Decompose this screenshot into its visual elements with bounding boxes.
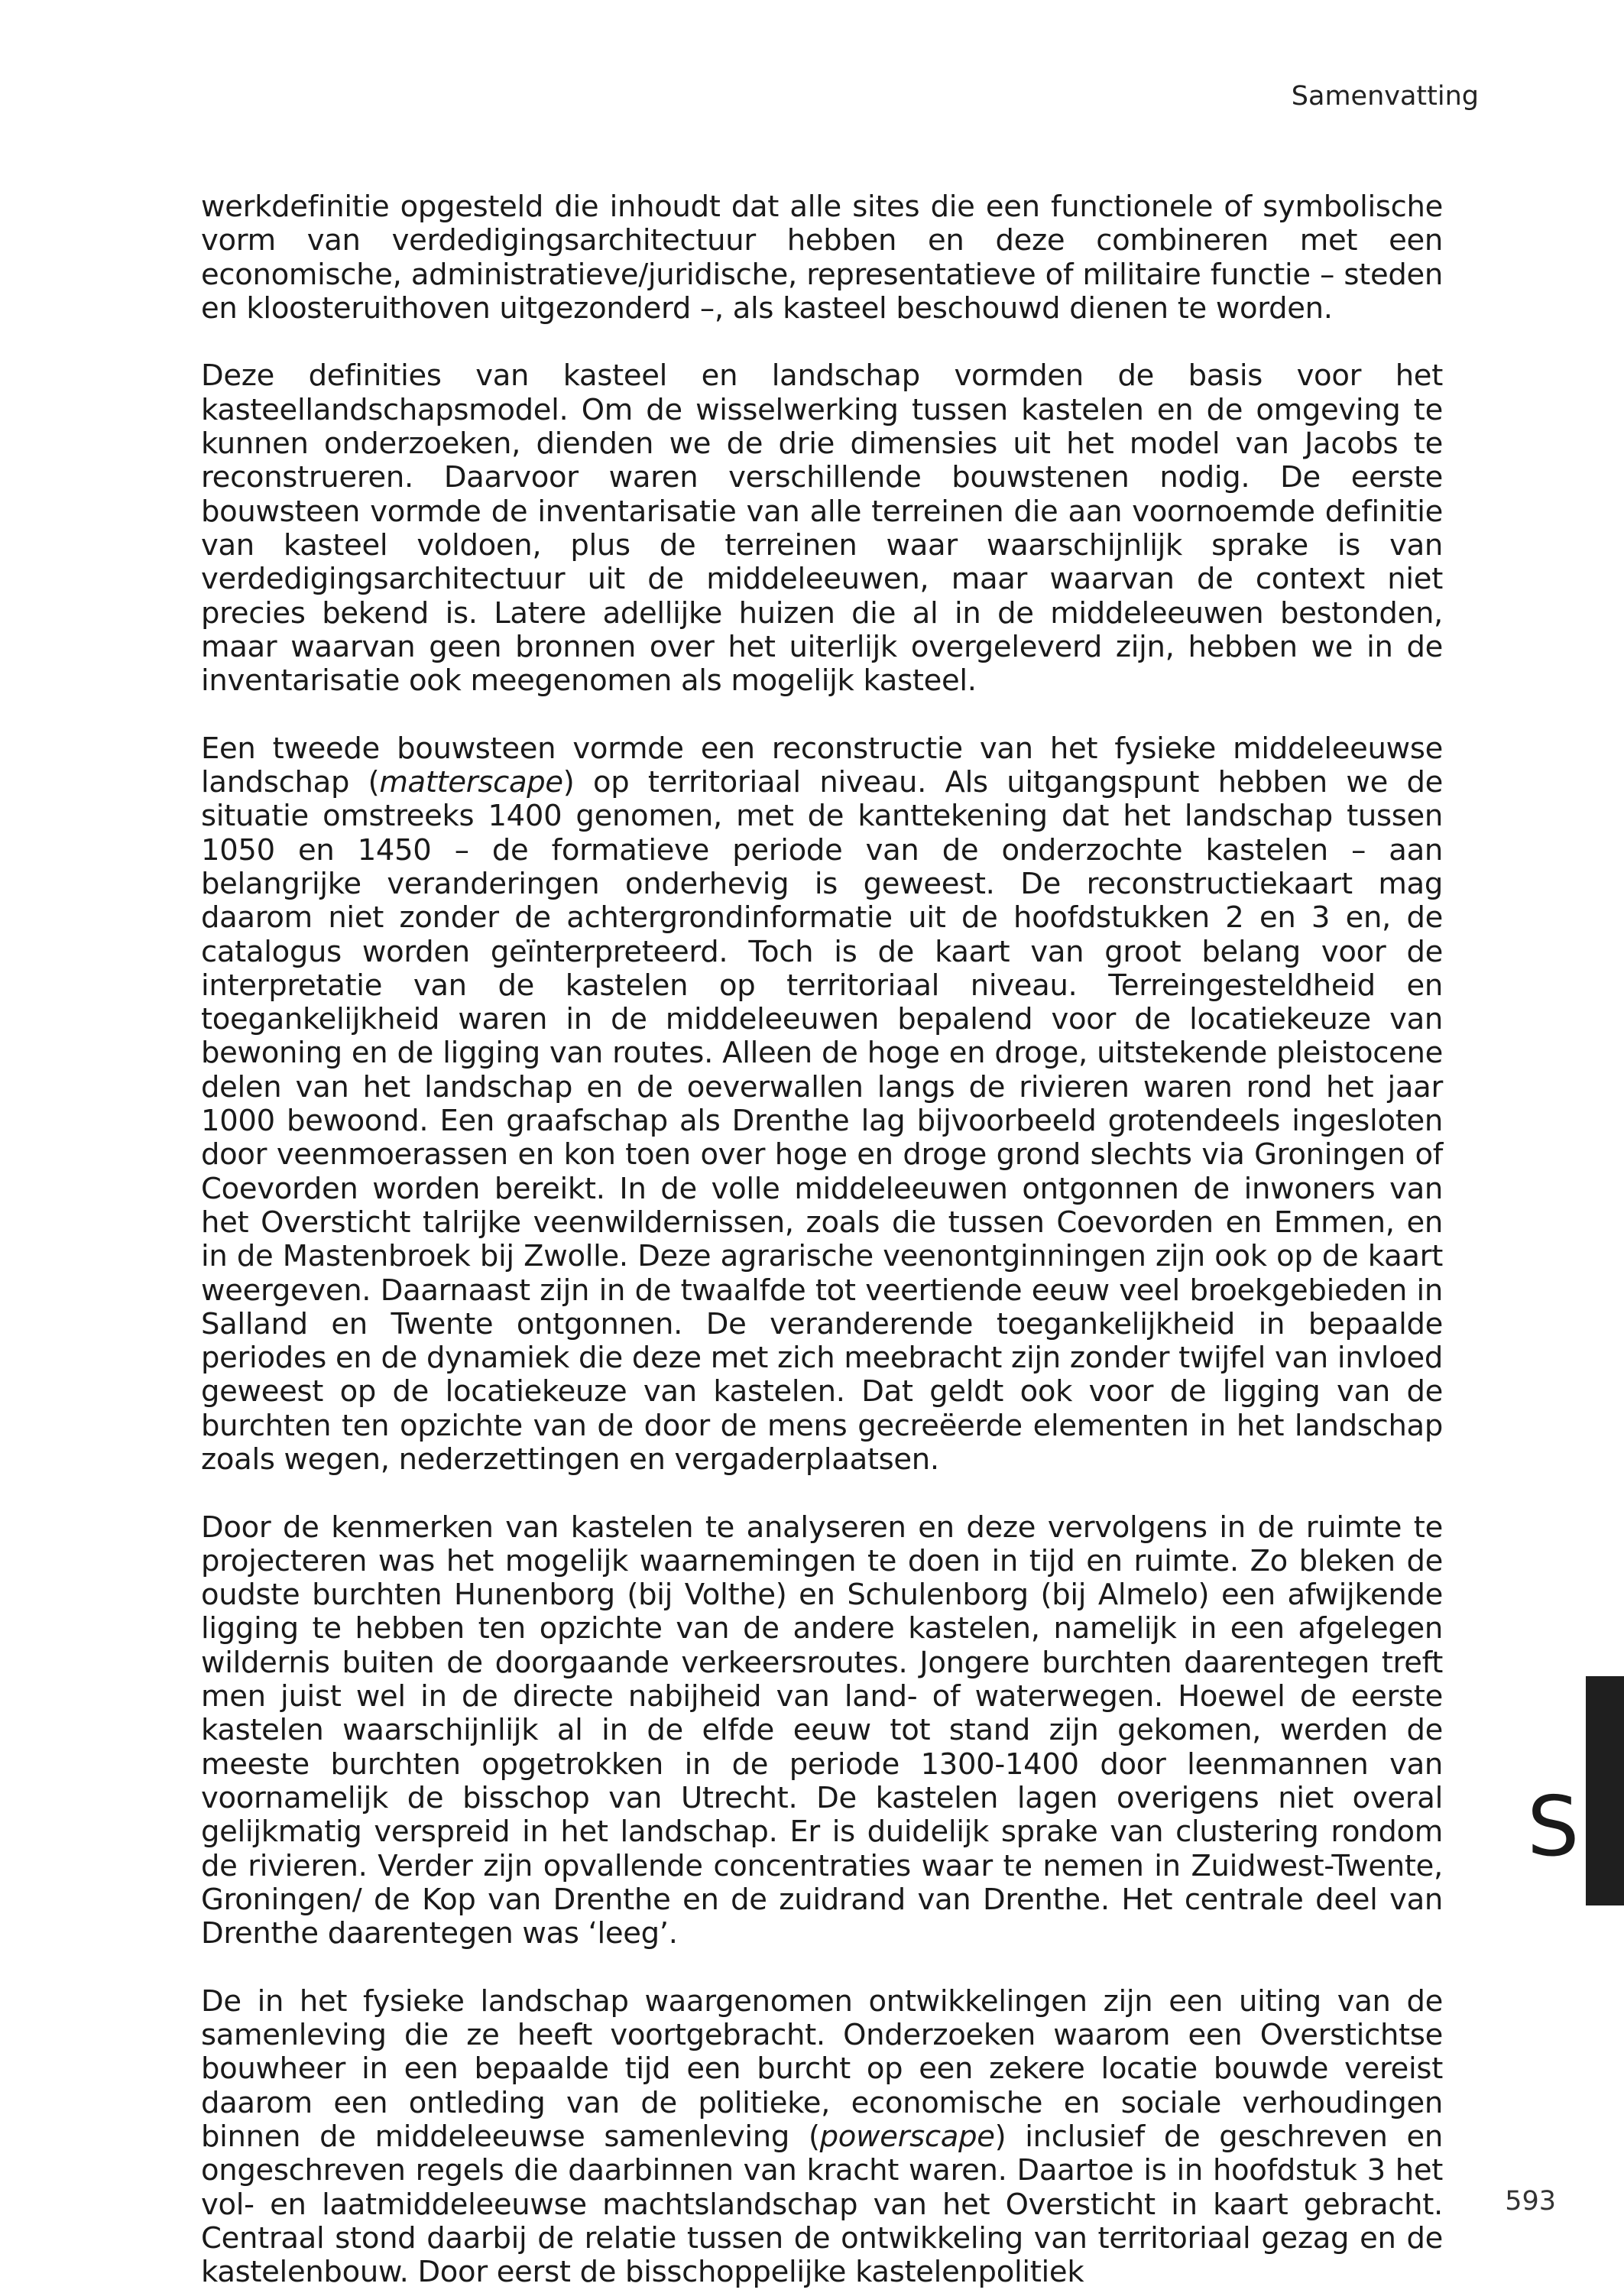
paragraph-matterscape bbox=[201, 732, 1443, 1477]
body-text bbox=[201, 190, 1443, 2289]
paragraph-text: De in het fysieke landschap waargenomen ontwikkelingen zijn een uiting van de samenleving die ze heeft voortgebracht. Onderzoeken waarom een Overstichtse bouwheer in een bepaalde tijd een burcht op een zekere locatie bouwde vereist daarom een ontleding van de politieke, economische en sociale verhoudingen binnen de middeleeuwse samenleving ( bbox=[201, 1983, 1443, 2154]
paragraph-analysis: Door de kenmerken van kastelen te analyseren en deze vervolgens in de ruimte te projecteren was het mogelijk waarnemingen te doen in tijd en ruimte. Zo bleken de oudste burchten Hunenborg (bij Volthe) en Schulenborg (bij Almelo) een afwijkende ligging te hebben ten opzichte van de andere kastelen, namelijk in een afgelegen wildernis buiten de doorgaande verkeersroutes. Jongere burchten daarentegen treft men juist wel in de directe nabijheid van land- of waterwegen. Hoewel de eerste kastelen waarschijnlijk al in de elfde eeuw tot stand zijn gekomen, werden de meeste burchten opgetrokken in de periode 1300-1400 door leenmannen van voornamelijk de bisschop van Utrecht. De kastelen lagen overigens niet overal gelijkmatig verspreid in het landschap. Er is duidelijk sprake van clustering rondom de rivieren. Verder zijn opvallende concentraties waar te nemen in Zuidwest-Twente, Groningen/ de Kop van Drenthe en de zuidrand van Drenthe. Het centrale deel van Drenthe daarentegen was ‘leeg’. bbox=[201, 1510, 1443, 1951]
italic-term: matterscape bbox=[379, 765, 563, 800]
paragraph-definition: werkdefinitie opgesteld die inhoudt dat alle sites die een functionele of symbolische vorm van verdedigingsarchitectuur hebben en deze combineren met een economische, administratieve/juridische, representatieve of militaire functie – steden en kloosteruithoven uitgezonderd –, als kasteel beschouwd dienen te worden. bbox=[201, 190, 1443, 326]
page-number: 593 bbox=[1505, 2186, 1556, 2217]
section-letter: S bbox=[1527, 1779, 1580, 1875]
paragraph-model: Deze definities van kasteel en landschap vormden de basis voor het kasteellandschapsmodel. Om de wisselwerking tussen kastelen en de omgeving te kunnen onderzoeken, dienden we de drie dimensies uit het model van Jacobs te reconstrueren. Daarvoor waren verschillende bouwstenen nodig. De eerste bouwsteen vormde de inventarisatie van alle terreinen die aan voornoemde definitie van kasteel voldoen, plus de terreinen waar waarschijnlijk sprake is van verdedigingsarchitectuur uit de middeleeuwen, maar waarvan de context niet precies bekend is. Latere adellijke huizen die al in de middeleeuwen bestonden, maar waarvan geen bronnen over het uiterlijk overgeleverd zijn, hebben we in de inventarisatie ook meegenomen als mogelijk kasteel. bbox=[201, 358, 1443, 699]
section-thumb-tab bbox=[1586, 1676, 1624, 1905]
paragraph-powerscape bbox=[201, 1985, 1443, 2290]
paragraph-text: ) inclusief de geschreven en ongeschreven regels die daarbinnen van kracht waren. Daartoe is in hoofdstuk 3 het vol- en laatmiddeleeuwse machtslandschap van het Oversticht in kaart gebracht. Centraal stond daarbij de relatie tussen de ontwikkeling van territoriaal gezag en de kastelenbouw. Door eerst de bisschoppelijke kastelenpolitiek bbox=[201, 2119, 1443, 2290]
running-header: Samenvatting bbox=[1291, 81, 1479, 112]
italic-term: powerscape bbox=[819, 2119, 995, 2154]
paragraph-text: ) op territoriaal niveau. Als uitgangspunt hebben we de situatie omstreeks 1400 genomen, met de kanttekening dat het landschap tussen 1050 en 1450 – de formatieve periode van de onderzochte kastelen – aan belangrijke veranderingen onderhevig is geweest. De reconstructiekaart mag daarom niet zonder de achtergrondinformatie uit de hoofdstukken 2 en 3 en, de catalogus worden geïnterpreteerd. Toch is de kaart van groot belang voor de interpretatie van de kastelen op territoriaal niveau. Terreingesteldheid en toegankelijkheid waren in de middeleeuwen bepalend voor de locatiekeuze van bewoning en de ligging van routes. Alleen de hoge en droge, uitstekende pleistocene delen van het landschap en de oeverwallen langs de rivieren waren rond het jaar 1000 bewoond. Een graafschap als Drenthe lag bijvoorbeeld grotendeels ingesloten door veenmoerassen en kon toen over hoge en droge grond slechts via Groningen of Coevorden worden bereikt. In de volle middeleeuwen ontgonnen de inwoners van het Oversticht talrijke veenwildernissen, zoals die tussen Coevorden en Emmen, en in de Mastenbroek bij Zwolle. Deze agrarische veenontginningen zijn ook op de kaart weergeven. Daarnaast zijn in de twaalfde tot veertiende eeuw veel broekgebieden in Salland en Twente ontgonnen. De veranderende toegankelijkheid in bepaalde periodes en de dynamiek die deze met zich meebracht zijn zonder twijfel van invloed geweest op de locatiekeuze van kastelen. Dat geldt ook voor de ligging van de burchten ten opzichte van de door de mens gecreëerde elementen in het landschap zoals wegen, nederzettingen en vergaderplaatsen. bbox=[201, 765, 1443, 1477]
paragraph-text: Een tweede bouwsteen vormde een reconstructie van het fysieke middeleeuwse landschap ( bbox=[201, 731, 1443, 800]
